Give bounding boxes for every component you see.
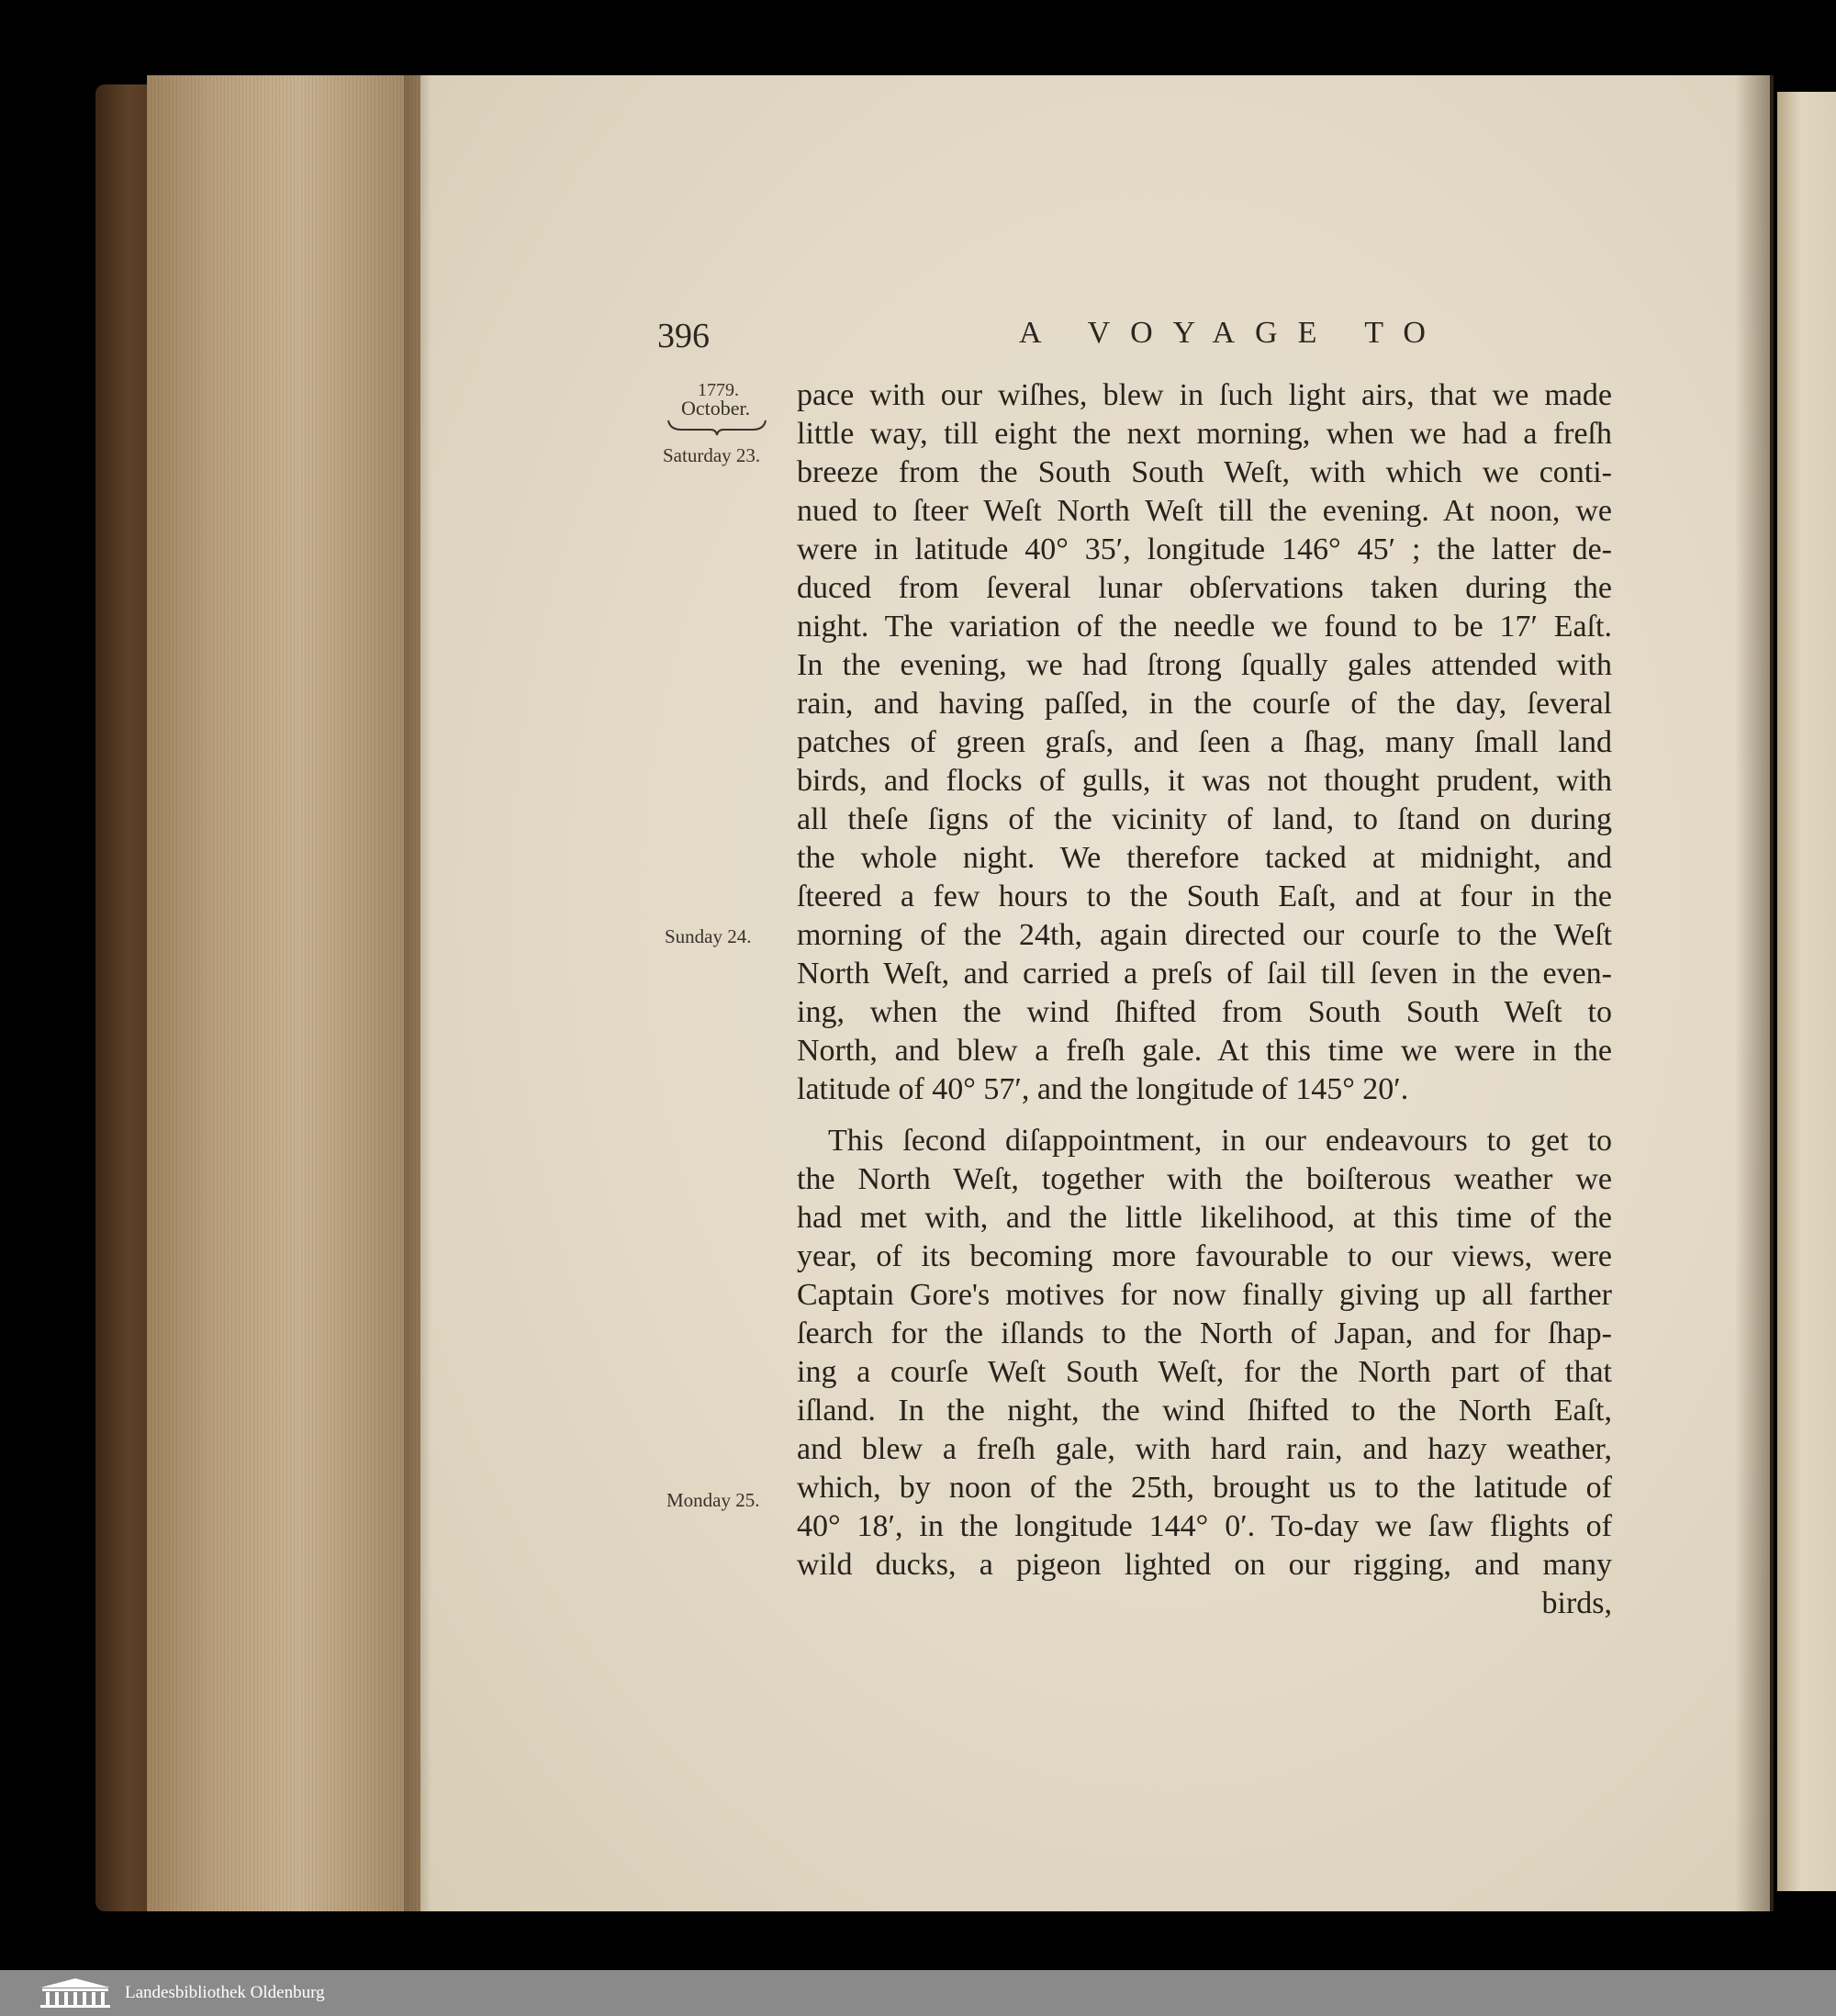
text-line: ing a courſe Weſt South Weſt, for the North part of that: [797, 1355, 1612, 1389]
facing-page-edge: [1777, 92, 1836, 1891]
text-line: pace with our wiſhes, blew in ſuch light airs, that we made: [797, 378, 1612, 412]
text-line: North Weſt, and carried a preſs of ſail till ſeven in the even-: [797, 957, 1612, 991]
text-line: This ſecond diſappointment, in our endeavours to get to: [828, 1124, 1612, 1158]
text-line: which, by noon of the 25th, brought us to the latitude of: [797, 1471, 1612, 1505]
text-line: ing, when the wind ſhifted from South South Weſt to: [797, 995, 1612, 1029]
text-line: iſland. In the night, the wind ſhifted to the North Eaſt,: [797, 1394, 1612, 1428]
library-name: Landesbibliothek Oldenburg: [125, 1983, 325, 2002]
library-building-icon: [37, 1977, 114, 2010]
page-number: 396: [657, 317, 710, 355]
text-line: all theſe ſigns of the vicinity of land, to ſtand on during: [797, 802, 1612, 836]
text-line: little way, till eight the next morning, when we had a freſh: [797, 417, 1612, 451]
text-line: rain, and having paſſed, in the courſe of the day, ſeveral: [797, 687, 1612, 721]
text-line: year, of its becoming more favourable to our views, were: [797, 1239, 1612, 1273]
margin-brace: [666, 417, 767, 437]
margin-date-monday: Monday 25.: [666, 1489, 760, 1511]
text-line: morning of the 24th, again directed our courſe to the Weſt: [797, 918, 1612, 952]
text-line: nued to ſteer Weſt North Weſt till the evening. At noon, we: [797, 494, 1612, 528]
text-line: Captain Gore's motives for now finally giving up all farther: [797, 1278, 1612, 1312]
text-line: ſteered a few hours to the South Eaſt, and at four in the: [797, 879, 1612, 913]
page-shadow: [404, 75, 431, 1911]
text-line: wild ducks, a pigeon lighted on our rigging, and many: [797, 1548, 1612, 1582]
footer-bar: [0, 1970, 1836, 2016]
gutter-shadow: [1735, 75, 1774, 1911]
margin-date-sunday: Sunday 24.: [665, 925, 752, 947]
page-edges: [147, 75, 422, 1911]
text-line: duced from ſeveral lunar obſervations taken during the: [797, 571, 1612, 605]
text-line: and blew a freſh gale, with hard rain, and hazy weather,: [797, 1432, 1612, 1466]
text-line: North, and blew a freſh gale. At this time we were in the: [797, 1034, 1612, 1068]
text-line: night. The variation of the needle we found to be 17′ Eaſt.: [797, 610, 1612, 644]
running-head: A VOYAGE TO: [1019, 316, 1446, 350]
text-line: birds, and flocks of gulls, it was not thought prudent, with: [797, 764, 1612, 798]
text-line: the whole night. We therefore tacked at midnight, and: [797, 841, 1612, 875]
text-line: patches of green graſs, and ſeen a ſhag, many ſmall land: [797, 725, 1612, 759]
margin-year: 1779.: [698, 380, 739, 400]
margin-month: October.: [681, 397, 751, 420]
catchword: birds,: [1541, 1586, 1612, 1620]
text-line: latitude of 40° 57′, and the longitude of 145° 20′.: [797, 1072, 1409, 1106]
body-text: [797, 376, 1612, 1623]
text-line: breeze from the South South Weſt, with which we conti-: [797, 455, 1612, 489]
text-line: 40° 18′, in the longitude 144° 0′. To-day we ſaw flights of: [797, 1509, 1612, 1543]
text-line: the North Weſt, together with the boiſterous weather we: [797, 1162, 1612, 1196]
text-line: were in latitude 40° 35′, longitude 146° 45′ ; the latter de-: [797, 532, 1612, 566]
text-line: ſearch for the iſlands to the North of Japan, and for ſhap-: [797, 1316, 1612, 1350]
margin-date-saturday: Saturday 23.: [663, 444, 761, 466]
text-line: In the evening, we had ſtrong ſqually gales attended with: [797, 648, 1612, 682]
text-line: had met with, and the little likelihood, at this time of the: [797, 1201, 1612, 1235]
